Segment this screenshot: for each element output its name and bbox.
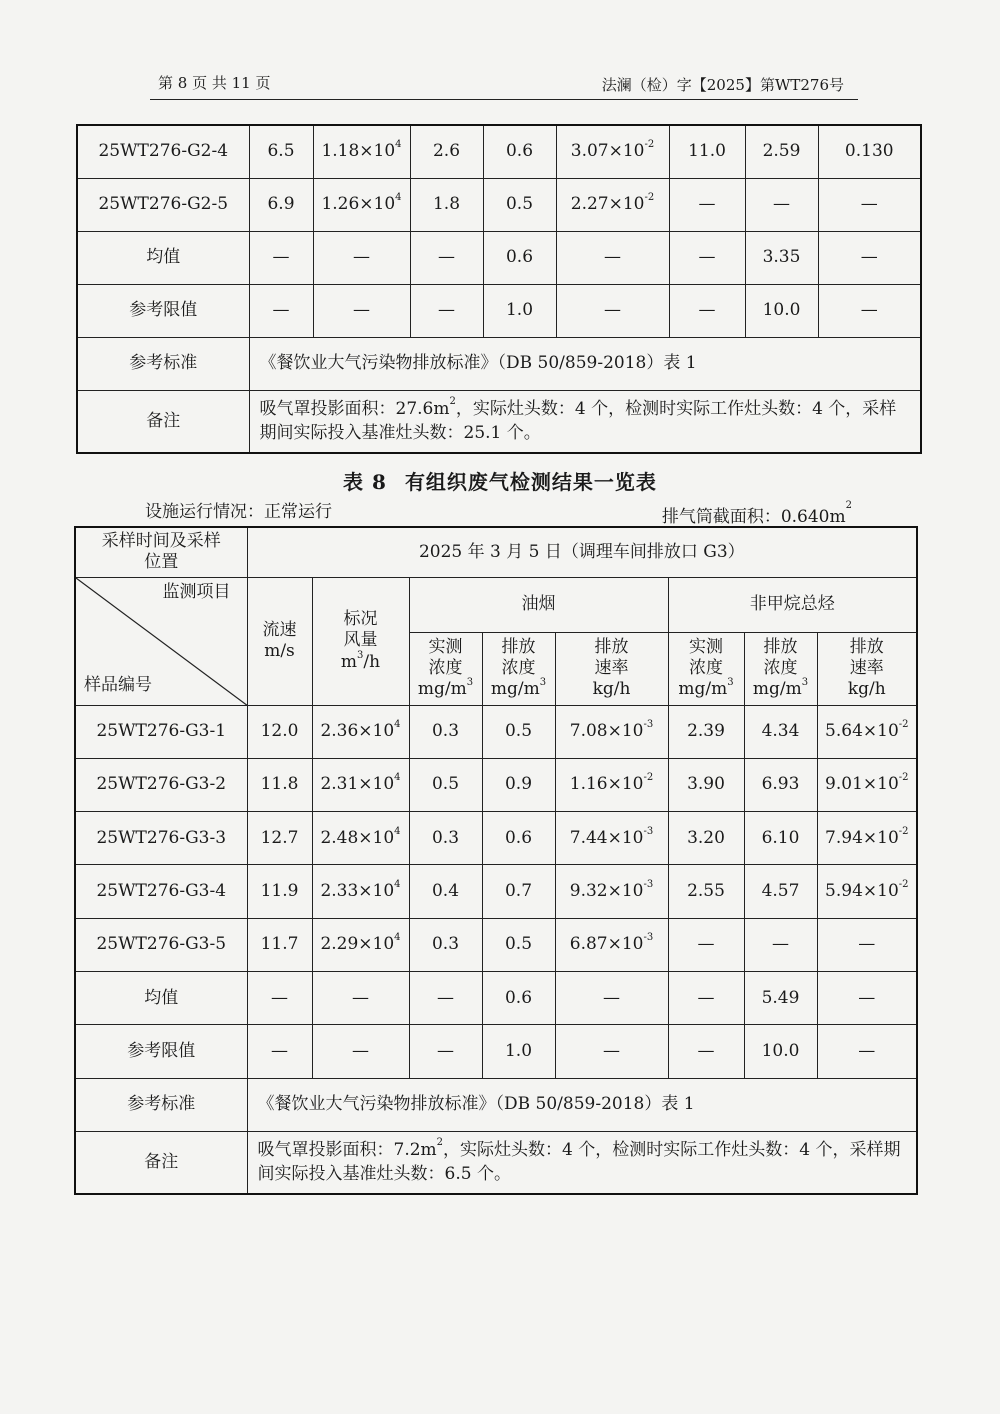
value-cell: — [745, 178, 818, 231]
nmhc-measured-header: 实测浓度 $mg/m^3$ [668, 632, 744, 705]
table-row [75, 1025, 917, 1078]
value-cell: — [817, 918, 917, 971]
value-cell: 0.6 [482, 812, 555, 865]
value-cell: — [555, 1025, 668, 1078]
sample-id-cell: 25WT276-G3-4 [75, 865, 247, 918]
value-cell: $9.01\times 10^{-2}$ [817, 758, 917, 811]
value-cell: 10.0 [745, 284, 818, 337]
value-cell: 3.90 [668, 758, 744, 811]
value-cell: 1.0 [482, 1025, 555, 1078]
item-label: 监测项目 [162, 581, 231, 602]
table-row [75, 865, 917, 918]
nmhc-emission-header: 排放浓度 $mg/m^3$ [744, 632, 817, 705]
table-8-body [75, 705, 917, 1078]
value-cell: 2.59 [745, 125, 818, 178]
sample-id-cell: 均值 [77, 231, 249, 284]
value-cell: 1.8 [410, 178, 483, 231]
value-cell: $2.31\times 10^4$ [312, 758, 409, 811]
page-info: 第 8 页 共 11 页 [158, 74, 271, 92]
value-cell: — [409, 971, 482, 1024]
flow-header: 流速 m/s [247, 577, 312, 705]
note-value-8: 吸气罩投影面积：$7.2m^2$，实际灶头数：4 个，检测时实际工作灶头数：4 个，采样期间实际投入基准灶头数：6.5 个。 [247, 1131, 917, 1194]
value-cell: 6.93 [744, 758, 817, 811]
value-cell: — [818, 178, 921, 231]
value-cell: — [247, 971, 312, 1024]
report-number: 法澜（检）字【2025】第WT276号 [601, 76, 844, 94]
value-cell: 11.9 [247, 865, 312, 918]
standard-label: 参考标准 [77, 337, 249, 390]
table-row [75, 971, 917, 1024]
standard-value: 《餐饮业大气污染物排放标准》（DB 50/859-2018）表 1 [249, 337, 921, 390]
value-cell: — [818, 284, 921, 337]
stack-area: 排气筒截面积：$0.640m^2$ [661, 500, 852, 527]
value-cell: — [312, 971, 409, 1024]
value-cell: 11.0 [669, 125, 745, 178]
value-cell: 12.0 [247, 705, 312, 758]
value-cell: — [249, 284, 313, 337]
value-cell: — [555, 971, 668, 1024]
value-cell: 0.7 [482, 865, 555, 918]
header-row-1 [75, 577, 917, 632]
value-cell: 0.5 [482, 918, 555, 971]
value-cell: $2.33\times 10^4$ [312, 865, 409, 918]
oil-emission-header: 排放浓度 $mg/m^3$ [482, 632, 555, 705]
sample-id-cell: 参考限值 [77, 284, 249, 337]
value-cell: $3.07\times 10^{-2}$ [556, 125, 669, 178]
value-cell: — [668, 971, 744, 1024]
value-cell: 0.130 [818, 125, 921, 178]
value-cell: 3.35 [745, 231, 818, 284]
value-cell: — [249, 231, 313, 284]
value-cell: $9.32\times 10^{-3}$ [555, 865, 668, 918]
oil-smoke-header: 油烟 [409, 577, 668, 632]
value-cell: — [669, 231, 745, 284]
header-rule [150, 99, 858, 100]
value-cell: 3.20 [668, 812, 744, 865]
value-cell: — [410, 231, 483, 284]
value-cell: — [669, 178, 745, 231]
value-cell: — [668, 918, 744, 971]
value-cell: 1.0 [483, 284, 556, 337]
value-cell: 11.8 [247, 758, 312, 811]
value-cell: 2.6 [410, 125, 483, 178]
value-cell: $5.64\times 10^{-2}$ [817, 705, 917, 758]
value-cell: $2.27\times 10^{-2}$ [556, 178, 669, 231]
table-row [77, 231, 921, 284]
value-cell: $1.16\times 10^{-2}$ [555, 758, 668, 811]
value-cell: 11.7 [247, 918, 312, 971]
note-value: 吸气罩投影面积：$27.6m^2$，实际灶头数：4 个，检测时实际工作灶头数：4 个，采样期间实际投入基准灶头数：25.1 个。 [249, 390, 921, 453]
value-cell: $2.36\times 10^4$ [312, 705, 409, 758]
standard-label-8: 参考标准 [75, 1078, 247, 1131]
value-cell: 10.0 [744, 1025, 817, 1078]
note-label: 备注 [77, 390, 249, 453]
sample-id-cell: 25WT276-G3-1 [75, 705, 247, 758]
nmhc-header: 非甲烷总烃 [668, 577, 917, 632]
value-cell: $7.08\times 10^{-3}$ [555, 705, 668, 758]
table-8 [74, 526, 918, 1195]
value-cell: — [313, 284, 410, 337]
value-cell: 0.3 [409, 705, 482, 758]
value-cell: — [556, 231, 669, 284]
table-continued [76, 124, 922, 454]
value-cell: 0.5 [482, 705, 555, 758]
table-row [77, 125, 921, 178]
value-cell: $2.29\times 10^4$ [312, 918, 409, 971]
value-cell: $2.48\times 10^4$ [312, 812, 409, 865]
standard-row [77, 337, 921, 390]
sample-id-cell: 25WT276-G2-4 [77, 125, 249, 178]
sample-id-cell: 25WT276-G3-5 [75, 918, 247, 971]
value-cell: 0.6 [483, 231, 556, 284]
value-cell: 12.7 [247, 812, 312, 865]
table8-title: 表 8 有组织废气检测结果一览表 [343, 470, 657, 494]
table-row [75, 812, 917, 865]
value-cell: 0.6 [483, 125, 556, 178]
value-cell: — [817, 971, 917, 1024]
oil-measured-header: 实测浓度 $mg/m^3$ [409, 632, 482, 705]
table-row [77, 284, 921, 337]
value-cell: 5.49 [744, 971, 817, 1024]
value-cell: — [247, 1025, 312, 1078]
table-row [75, 918, 917, 971]
value-cell: $7.44\times 10^{-3}$ [555, 812, 668, 865]
value-cell: 4.34 [744, 705, 817, 758]
sampling-label: 采样时间及采样位置 [75, 527, 247, 577]
page-header [150, 70, 858, 96]
value-cell: 6.5 [249, 125, 313, 178]
diagonal-header [75, 577, 247, 705]
value-cell: 0.5 [483, 178, 556, 231]
value-cell: — [313, 231, 410, 284]
value-cell: — [817, 1025, 917, 1078]
value-cell: 0.6 [482, 971, 555, 1024]
value-cell: $7.94\times 10^{-2}$ [817, 812, 917, 865]
oil-rate-header: 排放速率 kg/h [555, 632, 668, 705]
sample-id-cell: 25WT276-G3-2 [75, 758, 247, 811]
value-cell: — [668, 1025, 744, 1078]
value-cell: 4.57 [744, 865, 817, 918]
operation-status: 设施运行情况：正常运行 [145, 502, 332, 522]
value-cell: — [744, 918, 817, 971]
standard-value-8: 《餐饮业大气污染物排放标准》（DB 50/859-2018）表 1 [247, 1078, 917, 1131]
value-cell: $5.94\times 10^{-2}$ [817, 865, 917, 918]
table-row [77, 178, 921, 231]
value-cell: 0.3 [409, 918, 482, 971]
table-continued-body [77, 125, 921, 337]
value-cell: $6.87\times 10^{-3}$ [555, 918, 668, 971]
sample-id-cell: 参考限值 [75, 1025, 247, 1078]
value-cell: 0.9 [482, 758, 555, 811]
value-cell: 6.9 [249, 178, 313, 231]
note-row [77, 390, 921, 453]
sample-label: 样品编号 [84, 675, 152, 696]
table-row [75, 758, 917, 811]
std-flow-header: 标况风量 $m^3/h$ [312, 577, 409, 705]
sample-id-cell: 均值 [75, 971, 247, 1024]
sample-id-cell: 25WT276-G2-5 [77, 178, 249, 231]
value-cell: — [818, 231, 921, 284]
value-cell: $1.18\times 10^4$ [313, 125, 410, 178]
nmhc-rate-header: 排放速率 kg/h [817, 632, 917, 705]
value-cell: — [410, 284, 483, 337]
standard-row-8 [75, 1078, 917, 1131]
value-cell: 2.39 [668, 705, 744, 758]
sampling-row [75, 527, 917, 577]
value-cell: 0.4 [409, 865, 482, 918]
value-cell: $1.26\times 10^4$ [313, 178, 410, 231]
value-cell: 0.3 [409, 812, 482, 865]
table-row [75, 705, 917, 758]
value-cell: 2.55 [668, 865, 744, 918]
value-cell: — [409, 1025, 482, 1078]
value-cell: 0.5 [409, 758, 482, 811]
note-label-8: 备注 [75, 1131, 247, 1194]
value-cell: — [669, 284, 745, 337]
note-row-8 [75, 1131, 917, 1194]
sample-id-cell: 25WT276-G3-3 [75, 812, 247, 865]
value-cell: 6.10 [744, 812, 817, 865]
sampling-value: 2025 年 3 月 5 日（调理车间排放口 G3） [247, 527, 917, 577]
value-cell: — [556, 284, 669, 337]
value-cell: — [312, 1025, 409, 1078]
